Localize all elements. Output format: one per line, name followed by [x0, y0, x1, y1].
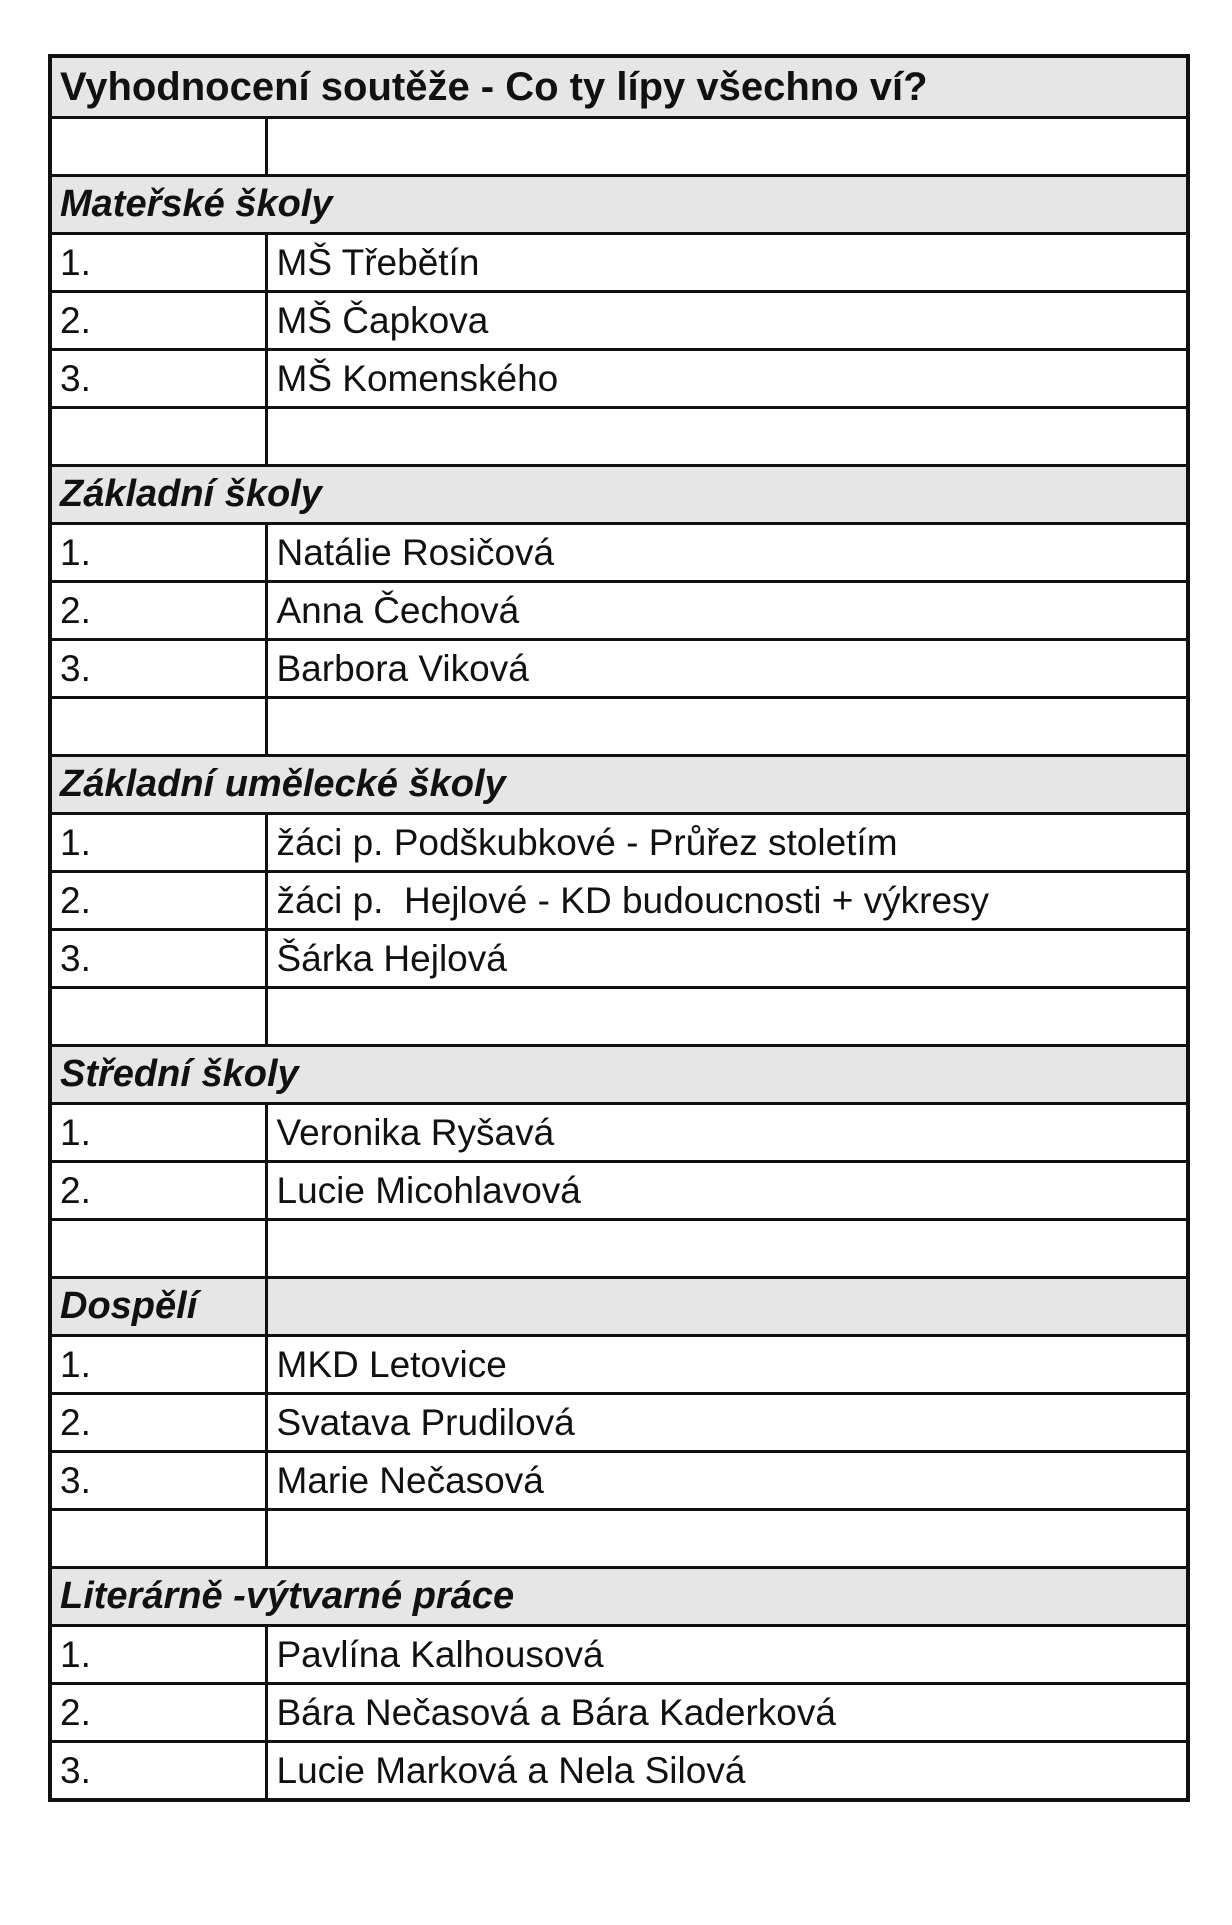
title-row — [50, 56, 1188, 118]
winner-name: Veronika Ryšavá — [266, 1104, 1188, 1162]
spacer-row — [50, 1510, 1188, 1568]
winner-name: Anna Čechová — [266, 582, 1188, 640]
result-row — [50, 350, 1188, 408]
winner-name: Marie Nečasová — [266, 1452, 1188, 1510]
result-row — [50, 1104, 1188, 1162]
category-heading: Mateřské školy — [50, 176, 1188, 234]
rank-cell: 2. — [50, 292, 266, 350]
winner-name: MŠ Čapkova — [266, 292, 1188, 350]
winner-name: Lucie Micohlavová — [266, 1162, 1188, 1220]
winner-name: Svatava Prudilová — [266, 1394, 1188, 1452]
category-heading: Dospělí — [50, 1278, 266, 1336]
rank-cell: 3. — [50, 350, 266, 408]
winner-name: Bára Nečasová a Bára Kaderková — [266, 1684, 1188, 1742]
spacer-row — [50, 118, 1188, 176]
result-row — [50, 1626, 1188, 1684]
winner-name: Barbora Viková — [266, 640, 1188, 698]
category-row — [50, 176, 1188, 234]
result-row — [50, 1394, 1188, 1452]
category-heading: Základní umělecké školy — [50, 756, 1188, 814]
winner-name: Pavlína Kalhousová — [266, 1626, 1188, 1684]
category-row — [50, 1046, 1188, 1104]
result-row — [50, 814, 1188, 872]
result-row — [50, 524, 1188, 582]
category-row — [50, 466, 1188, 524]
result-row — [50, 1162, 1188, 1220]
result-row — [50, 1742, 1188, 1801]
result-row — [50, 640, 1188, 698]
rank-cell: 3. — [50, 640, 266, 698]
category-heading: Střední školy — [50, 1046, 1188, 1104]
result-row — [50, 1684, 1188, 1742]
winner-name: žáci p. Podškubkové - Průřez stoletím — [266, 814, 1188, 872]
category-row — [50, 1278, 1188, 1336]
rank-cell: 3. — [50, 1452, 266, 1510]
spacer-row — [50, 408, 1188, 466]
rank-cell: 1. — [50, 1104, 266, 1162]
result-row — [50, 1452, 1188, 1510]
rank-cell: 1. — [50, 814, 266, 872]
winner-name: MKD Letovice — [266, 1336, 1188, 1394]
results-table — [48, 54, 1190, 1802]
rank-cell: 1. — [50, 1336, 266, 1394]
rank-cell: 2. — [50, 1684, 266, 1742]
category-row — [50, 756, 1188, 814]
winner-name: MŠ Třebětín — [266, 234, 1188, 292]
winner-name: MŠ Komenského — [266, 350, 1188, 408]
rank-cell: 2. — [50, 1162, 266, 1220]
rank-cell: 1. — [50, 524, 266, 582]
result-row — [50, 582, 1188, 640]
spacer-row — [50, 698, 1188, 756]
page-title: Vyhodnocení soutěže - Co ty lípy všechno ví? — [50, 56, 1188, 118]
winner-name: žáci p. Hejlové - KD budoucnosti + výkresy — [266, 872, 1188, 930]
result-row — [50, 1336, 1188, 1394]
result-row — [50, 234, 1188, 292]
rank-cell: 3. — [50, 930, 266, 988]
result-row — [50, 872, 1188, 930]
category-heading: Základní školy — [50, 466, 1188, 524]
result-row — [50, 930, 1188, 988]
rank-cell: 2. — [50, 872, 266, 930]
winner-name: Natálie Rosičová — [266, 524, 1188, 582]
winner-name: Šárka Hejlová — [266, 930, 1188, 988]
spacer-row — [50, 1220, 1188, 1278]
result-row — [50, 292, 1188, 350]
rank-cell: 1. — [50, 1626, 266, 1684]
rank-cell: 1. — [50, 234, 266, 292]
rank-cell: 3. — [50, 1742, 266, 1801]
category-heading: Literárně -výtvarné práce — [50, 1568, 1188, 1626]
winner-name: Lucie Marková a Nela Silová — [266, 1742, 1188, 1801]
category-row — [50, 1568, 1188, 1626]
rank-cell: 2. — [50, 582, 266, 640]
rank-cell: 2. — [50, 1394, 266, 1452]
spacer-row — [50, 988, 1188, 1046]
